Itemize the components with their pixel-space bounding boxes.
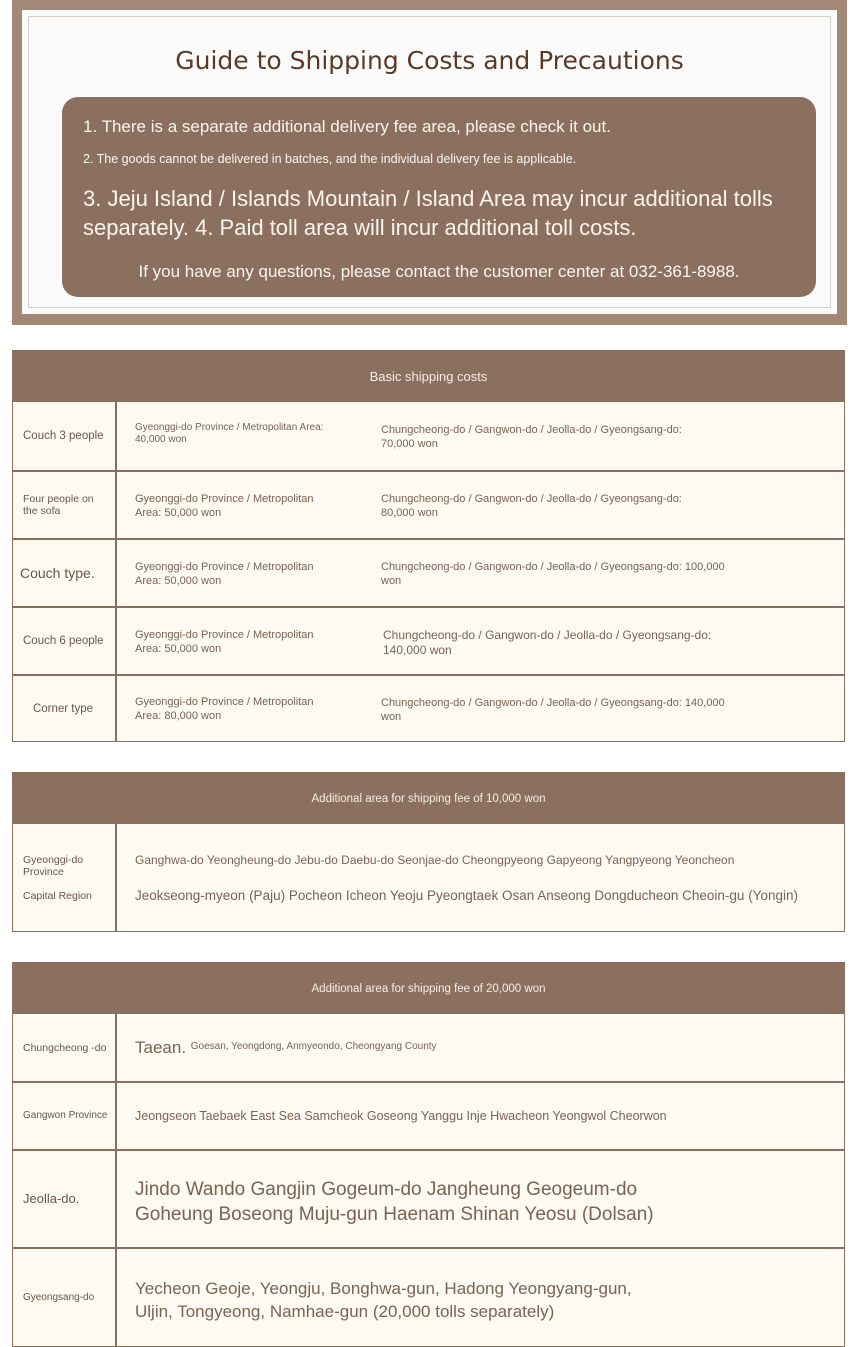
table-row: [13, 1014, 844, 1081]
table-row: [13, 1149, 844, 1247]
extra-20000-header: Additional area for shipping fee of 20,000 won: [13, 963, 844, 1014]
metro-price: Gyeonggi-do Province / Metropolitan Area: 50,000 won: [135, 629, 314, 655]
region-label: Chungcheong -do: [13, 1014, 117, 1081]
area-list-line: [135, 1038, 437, 1058]
province-price: Chungcheong-do / Gangwon-do / Jeolla-do / Gyeongsang-do: 70,000 won: [381, 424, 682, 450]
region-label: Jeolla-do.: [13, 1151, 117, 1247]
sofa-type-label: Couch type.: [13, 540, 117, 606]
area-list-line-2: Jeokseong-myeon (Paju) Pocheon Icheon Yeoju Pyeongtaek Osan Anseong Dongducheon Cheoin-gu (Yongin): [135, 888, 798, 903]
basic-shipping-table: [12, 350, 845, 742]
table-row: [13, 402, 844, 470]
area-list-line: Yecheon Geoje, Yeongju, Bonghwa-gun, Hadong Yeongyang-gun, Uljin, Tongyeong, Namhae-gun (20,000 tolls separately): [135, 1279, 632, 1321]
table-row: [13, 470, 844, 538]
area-list-cell: [117, 824, 844, 931]
area-list-cell: [117, 1249, 844, 1346]
area-small: Goesan, Yeongdong, Anmyeondo, Cheongyang County: [190, 1041, 437, 1052]
area-list-line: Jeongseon Taebaek East Sea Samcheok Goseong Yanggu Inje Hwacheon Yeongwol Cheorwon: [135, 1109, 667, 1123]
sofa-type-label: Corner type: [13, 676, 117, 741]
shipping-guide-banner: [12, 0, 847, 325]
guide-title: Guide to Shipping Costs and Precautions: [175, 46, 684, 75]
precaution-note-1: 1. There is a separate additional delivery fee area, please check it out.: [83, 117, 611, 136]
table-row: [13, 824, 844, 931]
price-cell: [117, 472, 844, 538]
area-list-cell: [117, 1083, 844, 1149]
region-label: Gangwon Province: [13, 1083, 117, 1149]
table-row: [13, 1081, 844, 1149]
area-list-cell: [117, 1014, 844, 1081]
table-row: [13, 1247, 844, 1346]
guide-frame: [22, 10, 837, 314]
region-label-gyeonggi: Gyeonggi-do Province: [23, 853, 84, 878]
extra-10000-table: [12, 772, 845, 932]
province-price: Chungcheong-do / Gangwon-do / Jeolla-do / Gyeongsang-do: 80,000 won: [381, 493, 682, 519]
precaution-note-3: 3. Jeju Island / Islands Mountain / Island Area may incur additional tolls separately. 4. Paid toll area will incur additional toll costs.: [83, 186, 773, 240]
basic-shipping-header: Basic shipping costs: [13, 351, 844, 402]
price-cell: [117, 540, 844, 606]
contact-info: If you have any questions, please contact the customer center at 032-361-8988.: [138, 262, 740, 281]
region-label-capital: Capital Region: [23, 889, 92, 902]
extra-20000-table: [12, 962, 845, 1347]
extra-10000-header: Additional area for shipping fee of 10,000 won: [13, 773, 844, 824]
metro-price: Gyeonggi-do Province / Metropolitan Area: 80,000 won: [135, 696, 314, 722]
precautions-panel: [62, 97, 816, 297]
price-cell: [117, 402, 844, 470]
metro-price: Gyeonggi-do Province / Metropolitan Area: 50,000 won: [135, 493, 314, 519]
province-price: Chungcheong-do / Gangwon-do / Jeolla-do / Gyeongsang-do: 140,000 won: [381, 697, 725, 723]
metro-price: Gyeonggi-do Province / Metropolitan Area: 40,000 won: [135, 422, 324, 445]
area-list-cell: [117, 1151, 844, 1247]
area-list-line-1: Ganghwa-do Yeongheung-do Jebu-do Daebu-do Seonjae-do Cheongpyeong Gapyeong Yangpyeong Yeoncheon: [135, 853, 735, 867]
province-price: Chungcheong-do / Gangwon-do / Jeolla-do / Gyeongsang-do: 140,000 won: [383, 628, 712, 657]
province-price: Chungcheong-do / Gangwon-do / Jeolla-do / Gyeongsang-do: 100,000 won: [381, 561, 725, 587]
area-highlight: Taean.: [135, 1038, 187, 1057]
table-row: [13, 606, 844, 674]
metro-price: Gyeonggi-do Province / Metropolitan Area: 50,000 won: [135, 561, 314, 587]
region-label: Gyeongsang-do: [13, 1249, 117, 1346]
table-row: [13, 538, 844, 606]
area-list-line: Jindo Wando Gangjin Gogeum-do Jangheung Geogeum-do Goheung Boseong Muju-gun Haenam Shinan Yeosu (Dolsan): [135, 1179, 654, 1225]
price-cell: [117, 676, 844, 741]
sofa-type-label: Couch 6 people: [13, 608, 117, 674]
price-cell: [117, 608, 844, 674]
table-row: [13, 674, 844, 741]
precaution-note-2: 2. The goods cannot be delivered in batches, and the individual delivery fee is applicable.: [83, 152, 577, 166]
sofa-type-label: Four people on the sofa: [13, 472, 117, 538]
sofa-type-label: Couch 3 people: [13, 402, 117, 470]
region-label: [13, 824, 117, 931]
